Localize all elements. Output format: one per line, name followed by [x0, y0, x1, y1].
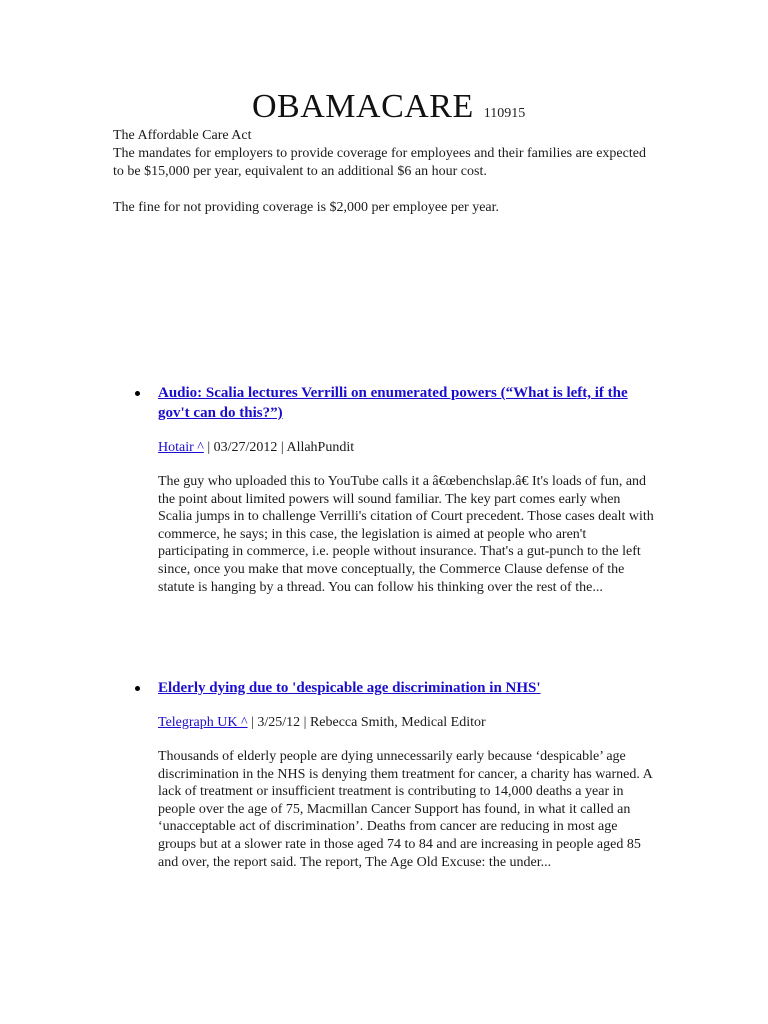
article-meta [158, 439, 673, 457]
list-item [113, 678, 673, 871]
intro-paragraph-mandates: The mandates for employers to provide coverage for employees and their families are expected to be $15,000 per year, equivalent to an additional $6 an hour cost. [113, 146, 646, 179]
article-headline-link[interactable]: Elderly dying due to 'despicable age discrimination in NHS' [158, 680, 541, 696]
title-code: 110915 [483, 106, 526, 121]
article-source-link[interactable]: Hotair ^ [158, 440, 204, 455]
article-meta [158, 714, 673, 732]
title-text: OBAMACARE [252, 88, 474, 125]
page-title [252, 88, 525, 126]
article-meta-text: | 03/27/2012 | AllahPundit [203, 440, 355, 455]
article-headline-link[interactable]: Audio: Scalia lectures Verrilli on enumerated powers (“What is left, if the gov't can do this?”) [158, 385, 628, 421]
article-excerpt: The guy who uploaded this to YouTube calls it a â€œbenchslap.â€ It's loads of fun, and the point about limited powers will sound familiar. The key part comes early when Scalia jumps in to challenge Verrilli's citation of Court precedent. Those cases dealt with commerce, he says; in this case, the legislation is aimed at people who aren't participating in commerce, i.e. people without insurance. That's a gut-punch to the left since, once you make that move conceptually, the Commerce Clause defense of the statute is hanging by a thread. You can follow his thinking over the rest of the... [158, 474, 654, 595]
article-meta-text: | 3/25/12 | Rebecca Smith, Medical Editor [247, 715, 486, 730]
article-source-link[interactable]: Telegraph UK ^ [158, 715, 248, 730]
intro-section [113, 127, 653, 217]
article-excerpt: Thousands of elderly people are dying unnecessarily early because ‘despicable’ age discrimination in the NHS is denying them treatment for cancer, a charity has warned. A lack of treatment or insufficient treatment is contributing to 14,000 deaths a year in people over the age of 75, Macmillan Cancer Support has found, in what it called an ‘unacceptable act of discrimination’. Deaths from cancer are reducing in most age groups but at a slower rate in those aged 74 to 84 and are increasing in people aged 85 and over, the report said. The report, The Age Old Excuse: the under... [158, 749, 652, 870]
list-item [113, 383, 673, 596]
intro-paragraph-fine: The fine for not providing coverage is $2,000 per employee per year. [113, 200, 500, 215]
intro-heading: The Affordable Care Act [113, 128, 252, 143]
bullet-icon [135, 686, 140, 691]
bullet-icon [135, 391, 140, 396]
